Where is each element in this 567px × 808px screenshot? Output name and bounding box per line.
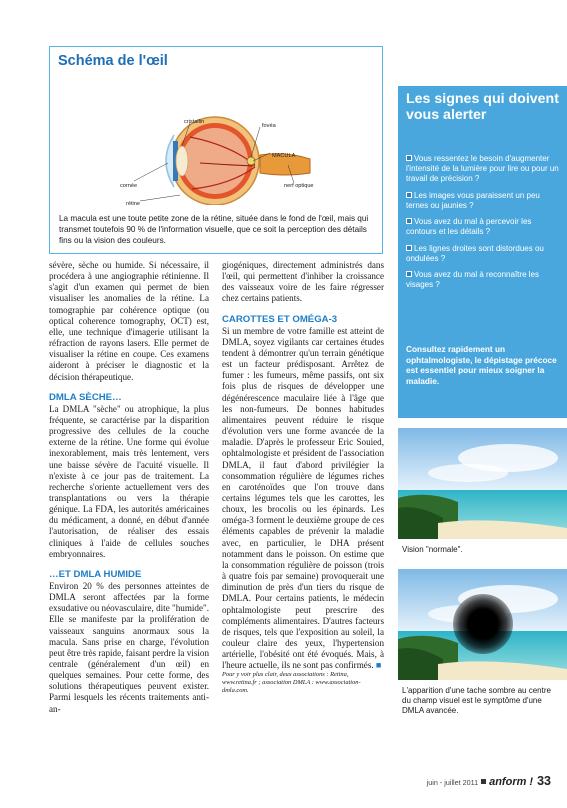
label-fovea: fovéa <box>262 123 276 129</box>
square-bullet-icon <box>481 779 486 784</box>
paragraph: Environ 20 % des personnes atteintes de DMLA seront affectées par la forme exsudative ou néovasculaire, dite "humide". Elle se manifeste par la prolifération de vaisseaux sanguins anormaux sous la macula. Sans prise en charge, l'évolution peut être très rapide, faisant perdre la vision centrale (généralement d'un œil) en quelques semaines. Pour cette forme, des solutions thérapeutiques peuvent exister. Parmi lesquels les récents traitements anti-an- <box>49 580 209 714</box>
paragraph: sévère, sèche ou humide. Si nécessaire, il procédera à une angiographie rétinienne. Il s'agit d'un examen qui permet de bien visualiser les anomalies de la rétine. La tomographie par cohérence optique (ou optical coherence tomography, OCT) est, elle, une technique d'imagerie utilisant la réfraction de rayons lasers. Elle permet de visualiser la rétine en coupe. Ces examens aideront à préciser le diagnostic et la décision thérapeutique. <box>49 260 209 382</box>
label-cristallin: cristallin <box>184 119 205 125</box>
photo-dmla-caption: L'apparition d'une tache sombre au centre du champ visuel est le symptôme d'une DMLA avancée. <box>402 686 551 715</box>
label-retine: rétine <box>126 201 140 207</box>
eye-diagram-caption: La macula est une toute petite zone de la rétine, située dans le fond de l'œil, mais qui transmet toutefois 90 % de l'information visuelle, que ce soit la perception des détails fins ou la vision des couleurs. <box>59 214 369 245</box>
checkbox-icon <box>406 218 412 224</box>
central-dark-spot <box>453 594 513 654</box>
photo-normal-caption: Vision "normale". <box>402 545 463 554</box>
paragraph: giogéniques, directement administrés dans l'œil, qui permettent d'inhiber la croissance des vaisseaux voire de les faire régresser chez certains patients. <box>222 260 384 304</box>
section-heading-dmla-humide: …ET DMLA HUMIDE <box>49 568 142 580</box>
article-column-2 <box>222 260 384 695</box>
warning-signs-box <box>398 86 567 418</box>
list-item: Les images vous paraissent un peu ternes ou jaunies ? <box>406 190 540 210</box>
list-item: Les lignes droites sont distordues ou ondulées ? <box>406 243 544 263</box>
list-item: Vous avez du mal à reconnaître les visages ? <box>406 270 539 290</box>
footnote-associations: Pour y voir plus clair, deux associations : Retina, www.retina.fr ; association DMLA : www.association-dmla.com. <box>222 671 361 695</box>
checkbox-icon <box>406 245 412 251</box>
list-item: Vous ressentez le besoin d'augmenter l'intensité de la lumière pour lire ou pour un travail de précision ? <box>406 154 559 183</box>
eye-illustration <box>110 115 320 205</box>
list-item: Vous avez du mal à percevoir les contours et les détails ? <box>406 217 532 237</box>
section-heading-dmla-seche: DMLA SÈCHE… <box>49 391 122 403</box>
photo-normal-vision <box>398 428 567 539</box>
warning-signs-cta: Consultez rapidement un ophtalmologiste, le dépistage précoce est essentiel pour mieux soigner la maladie. <box>406 344 557 386</box>
checkbox-icon <box>406 271 412 277</box>
label-cornee: cornée <box>120 183 138 189</box>
photo-dmla-vision <box>398 569 567 680</box>
warning-signs-list <box>406 154 562 297</box>
end-of-article-mark: ■ <box>375 660 382 671</box>
issue-date: juin - juillet 2011 <box>426 778 479 787</box>
page-number: 33 <box>537 774 551 788</box>
eye-diagram-box <box>49 46 383 254</box>
warning-signs-title: Les signes qui doivent vous alerter <box>406 91 559 123</box>
magazine-brand: anform ! <box>489 776 534 788</box>
paragraph-text: Si un membre de votre famille est atteint de DMLA, soyez vigilants car certaines études tendent à démontrer qu'un terrain génétique est un facteur prédisposant. Arrêtez de fumer : les fumeurs, même passifs, ont six fois plus de risques de développer une dégénérescence maculaire liée à l'âge que les non-fumeurs. De bonnes habitudes alimentaires peuvent réduire le risque d'évolution vers une forme avancée de la maladie. D'après le professeur Eric Souied, ophtalmologiste et président de l'association DMLA, il faut d'abord privilégier la consommation régulière de légumes riches en caroténoïdes que l'on trouve dans certains légumes tels que les carottes, les choux, les brocolis ou les épinards. Les oméga-3 forment le deuxième groupe de ces éléments capables de prévenir la maladie avec, en particulier, le DHA présent notamment dans le poisson. On estime que la consommation régulière de poisson (trois à quatre fois par semaine) provoquerait une diminution de près d'un tiers du risque de DMLA. Pour certains patients, le médecin ophtalmologiste peut prescrire des compléments alimentaires. D'autres facteurs de risques, tels que l'exposition au soleil, la couleur claire des yeux, l'hypertension artérielle, l'obésité ont été évoqués. Mais, à l'heure actuelle, ils ne sont pas confirmés. <box>222 325 384 671</box>
checkbox-icon <box>406 155 412 161</box>
eye-diagram-title: Schéma de l'œil <box>58 53 168 69</box>
paragraph: La DMLA "sèche" ou atrophique, la plus fréquente, se caractérise par la disparition progressive des cellules de la couche externe de la rétine. Une forme qui évolue inexorablement, mais très lentement, vers une baisse sévère de l'acuité visuelle. Il n'existe à ce jour pas de traitement. La recherche s'oriente actuellement vers des transplantations ou vers la thérapie génique. La FDA, les autorités américaines du médicament, a donné, en début d'année l'autorisation, de réaliser des essais cliniques à l'aide de cellules souches embryonnaires. <box>49 403 209 559</box>
label-macula: MACULA <box>272 153 296 159</box>
label-nerf-optique: nerf optique <box>284 183 314 189</box>
page-footer <box>427 772 551 790</box>
section-heading-carottes-omega3: CAROTTES ET OMÉGA-3 <box>222 313 338 325</box>
article-column-1 <box>49 260 209 715</box>
paragraph <box>222 326 384 672</box>
checkbox-icon <box>406 192 412 198</box>
